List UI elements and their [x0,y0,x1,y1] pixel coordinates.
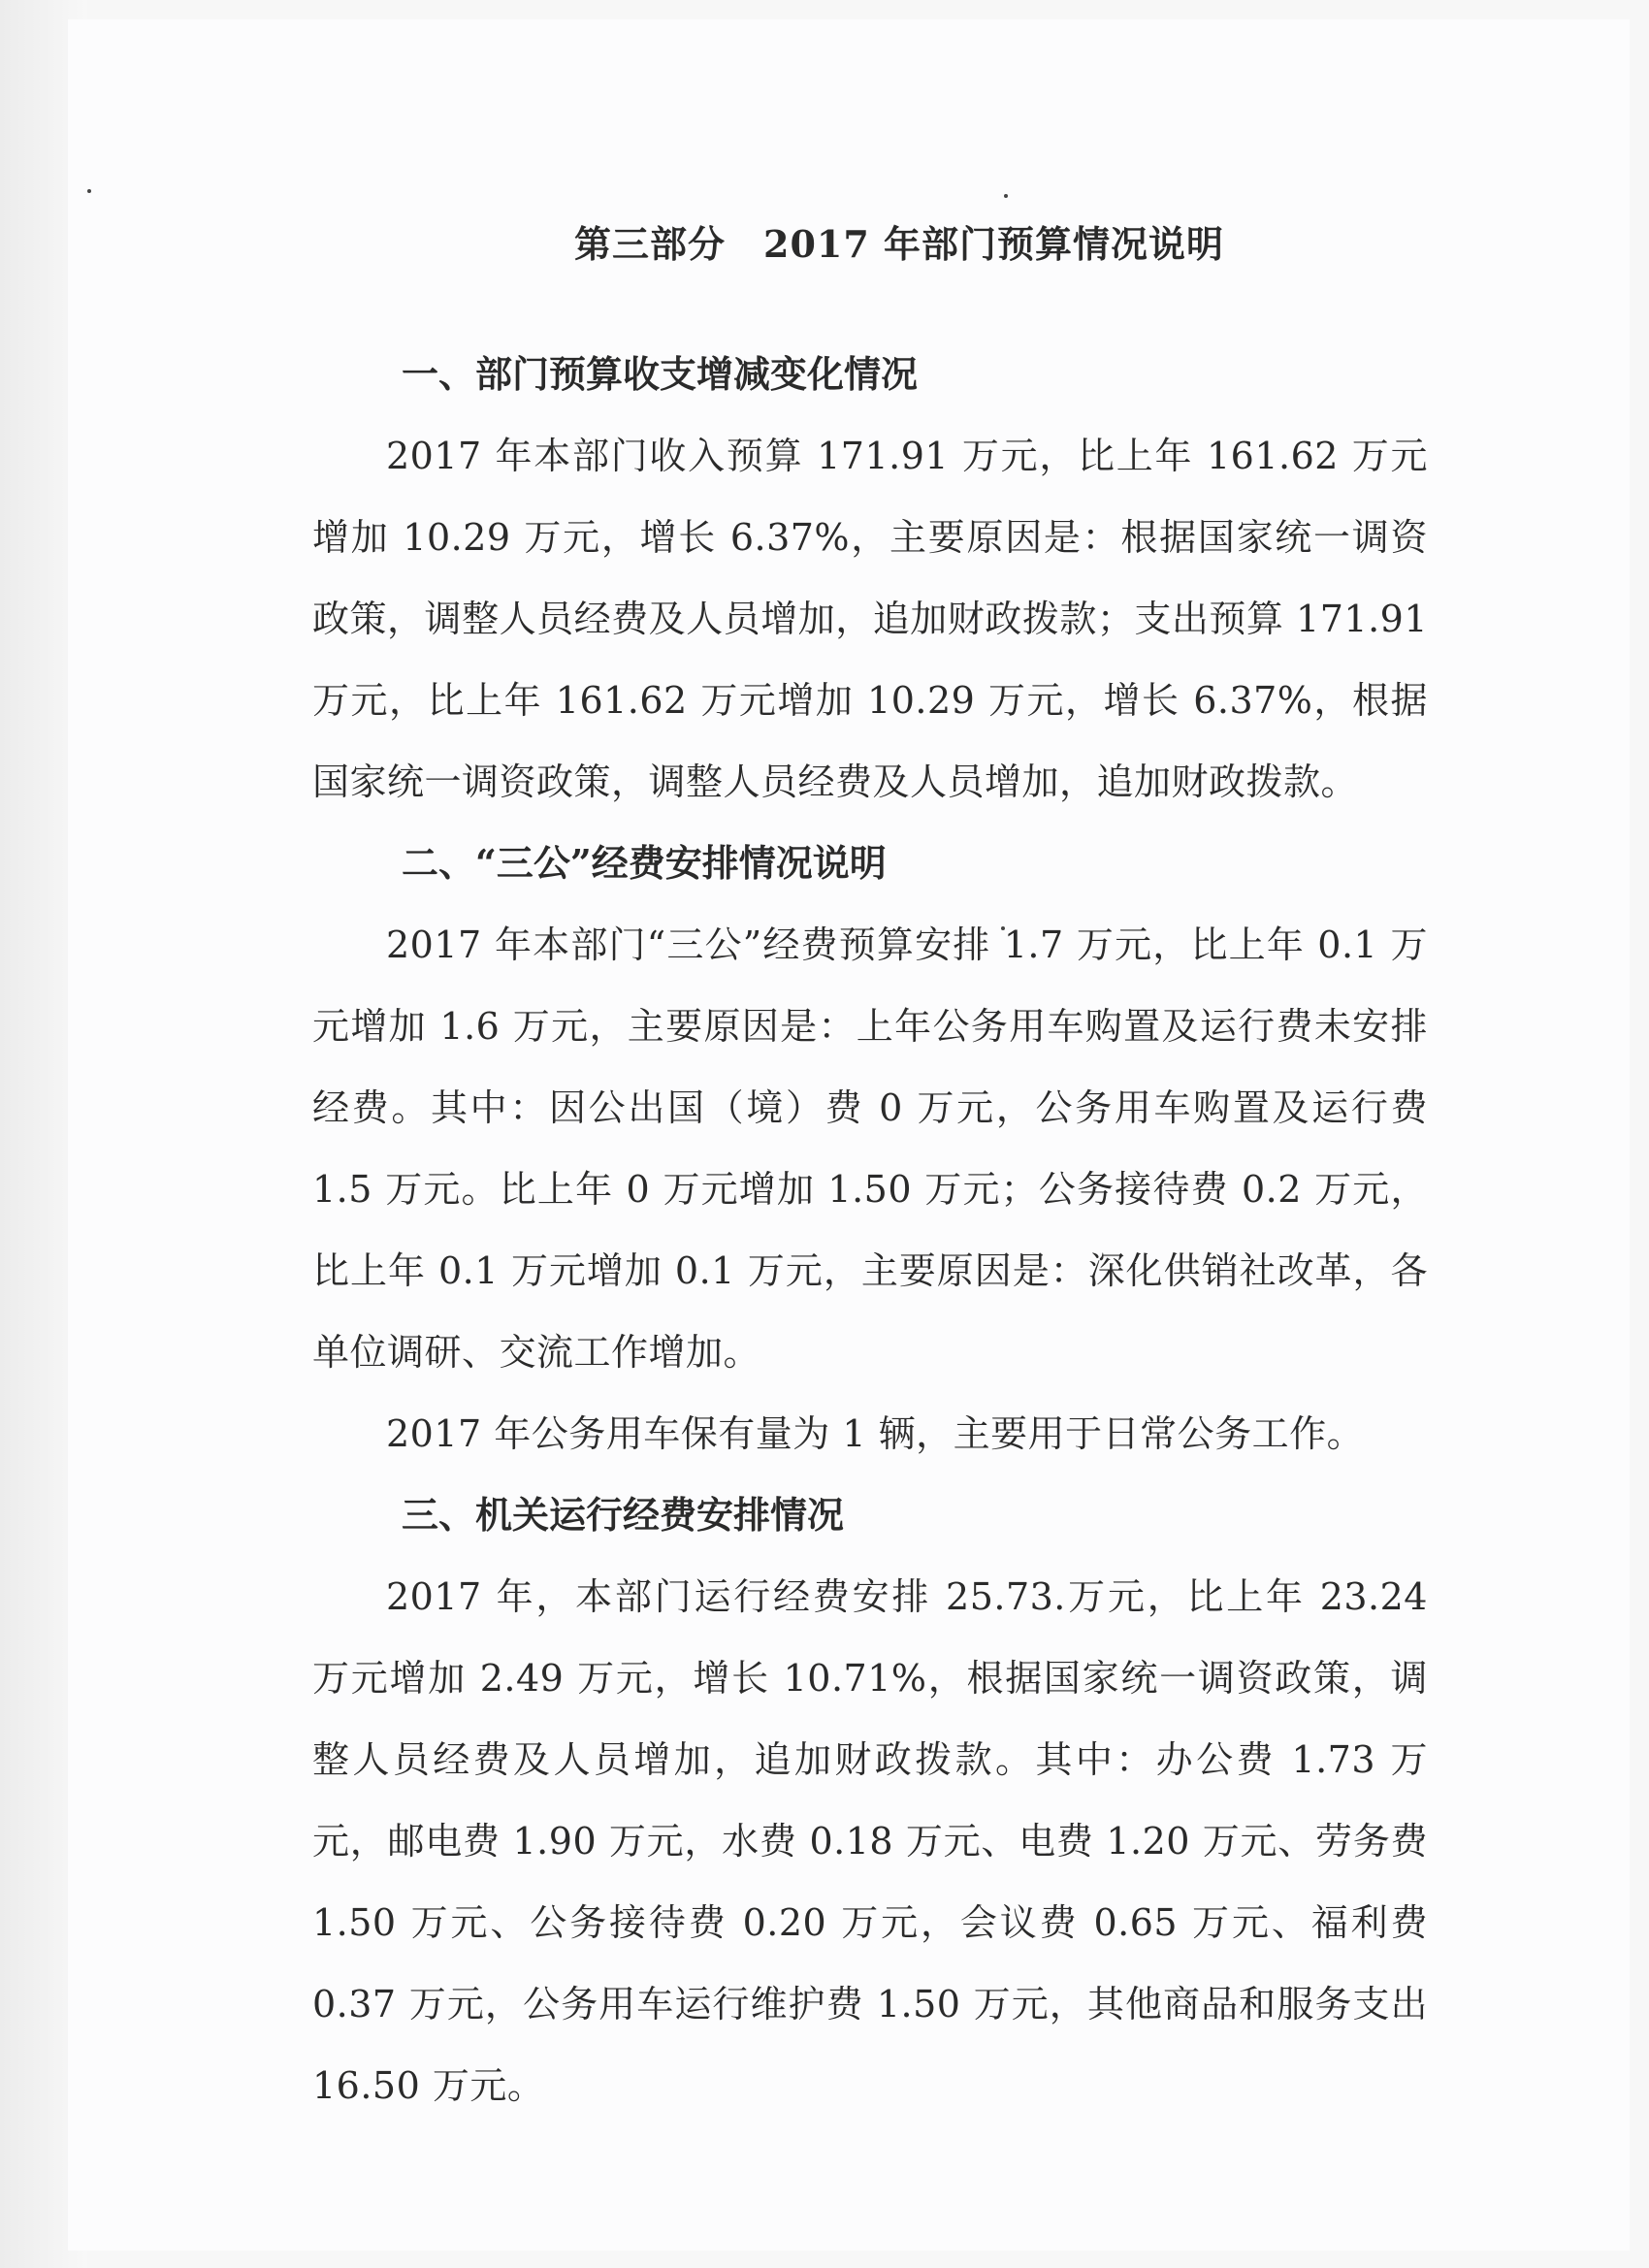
scan-speck [87,189,91,193]
section-heading: 一、部门预算收支增减变化情况 [402,352,919,396]
paragraph: 2017 年，本部门运行经费安排 25.73.万元，比上年 23.24 万元增加 2.49 万元，增长 10.71%，根据国家统一调资政策，调整人员经费及人员增加，追加财政拨款。其中：办公费 1.73 万元，邮电费 1.90 万元，水费 0.18 万元、电费 1.20 万元、劳务费 1.50 万元、公务接待费 0.20 万元，会议费 0.65 万元、福利费 0.37 万元，公务用车运行维护费 1.50 万元，其他商品和服务支出 16.50 万元。 [312,1575,1428,2107]
document-title: 第三部分 2017 年部门预算情况说明 [574,222,1224,266]
paragraph: 2017 年公务用车保有量为 1 辆，主要用于日常公务工作。 [386,1412,1365,1455]
section-budget-changes [312,334,1428,823]
section-heading: 二、“三公”经费安排情况说明 [402,841,887,885]
paragraph: 2017 年本部门收入预算 171.91 万元，比上年 161.62 万元增加 10.29 万元，增长 6.37%，主要原因是：根据国家统一调资政策，调整人员经费及人员增加，追加财政拨款；支出预算 171.91 万元，比上年 161.62 万元增加 10.29 万元，增长 6.37%，根据国家统一调资政策，调整人员经费及人员增加，追加财政拨款。 [312,435,1428,803]
section-three-public-expenses [312,823,1428,1474]
document-body [312,215,1428,2126]
paragraph: 2017 年本部门“三公”经费预算安排 1.7 万元，比上年 0.1 万元增加 1.6 万元，主要原因是：上年公务用车购置及运行费未安排经费。其中：因公出国（境）费 0 万元，公务用车购置及运行费 1.5 万元。比上年 0 万元增加 1.50 万元；公务接待费 0.2 万元，比上年 0.1 万元增加 0.1 万元，主要原因是：深化供销社改革，各单位调研、交流工作增加。 [312,923,1428,1374]
section-heading: 三、机关运行经费安排情况 [402,1493,845,1537]
section-operating-expenses [312,1474,1428,2126]
scan-speck [1004,194,1008,198]
